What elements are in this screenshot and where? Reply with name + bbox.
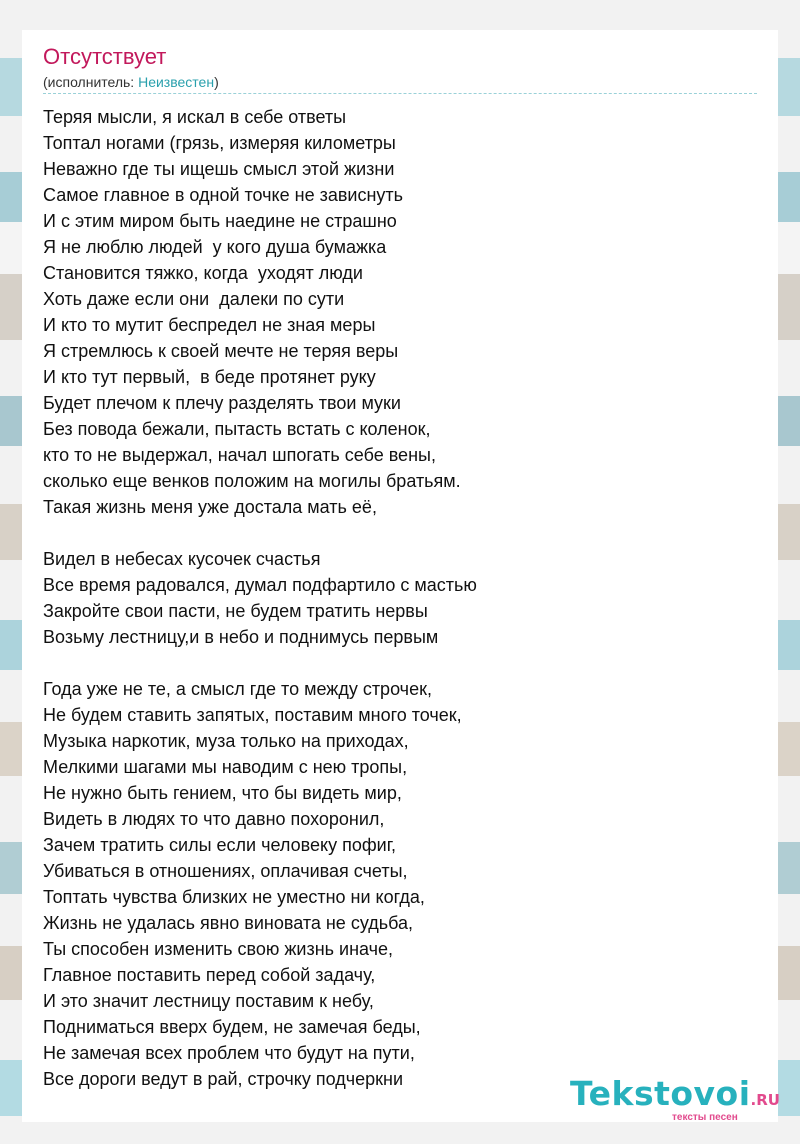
lyric-line: Видеть в людях то что давно похоронил, — [43, 809, 385, 829]
lyric-line: И кто то мутит беспредел не зная меры — [43, 315, 376, 335]
logo-name: Tekstovoi — [570, 1074, 751, 1113]
lyric-line: Такая жизнь меня уже достала мать её, — [43, 497, 377, 517]
artist-suffix: ) — [214, 74, 219, 90]
lyric-line: Мелкими шагами мы наводим с нею тропы, — [43, 757, 408, 777]
lyrics-card — [22, 30, 778, 1122]
lyric-line: Теряя мысли, я искал в себе ответы — [43, 107, 347, 127]
lyric-line: Все дороги ведут в рай, строчку подчеркни — [43, 1069, 403, 1089]
lyric-line: Не нужно быть гением, что бы видеть мир, — [43, 783, 402, 803]
lyric-line: Хоть даже если они далеки по сути — [43, 289, 345, 309]
logo-tld: .RU — [750, 1091, 780, 1109]
lyric-line: И это значит лестницу поставим к небу, — [43, 991, 374, 1011]
lyric-line: Я не люблю людей у кого душа бумажка — [43, 237, 387, 257]
lyric-line: Я стремлюсь к своей мечте не теряя веры — [43, 341, 399, 361]
lyric-line: Подниматься вверх будем, не замечая беды, — [43, 1017, 421, 1037]
logo-tagline: тексты песен — [672, 1112, 738, 1123]
lyric-line: И с этим миром быть наедине не страшно — [43, 211, 397, 231]
header-divider — [43, 93, 757, 94]
lyric-line: Закройте свои пасти, не будем тратить нервы — [43, 601, 428, 621]
lyric-line: Видел в небесах кусочек счастья — [43, 549, 321, 569]
lyric-line: Топтал ногами (грязь, измеряя километры — [43, 133, 396, 153]
lyric-line: Будет плечом к плечу разделять твои муки — [43, 393, 401, 413]
lyric-line: Все время радовался, думал подфартило с мастью — [43, 575, 477, 595]
lyrics-text — [43, 104, 763, 1092]
lyric-line: Музыка наркотик, муза только на приходах, — [43, 731, 409, 751]
song-title: Отсутствует — [43, 44, 167, 69]
lyric-line: Не замечая всех проблем что будут на пути, — [43, 1043, 415, 1063]
lyric-line: Возьму лестницу,и в небо и поднимусь первым — [43, 627, 439, 647]
lyric-line: Года уже не те, а смысл где то между строчек, — [43, 679, 432, 699]
lyric-line: Главное поставить перед собой задачу, — [43, 965, 376, 985]
lyric-line: кто то не выдержал, начал шпогать себе вены, — [43, 445, 436, 465]
stanza-break — [43, 520, 763, 546]
lyric-line: Ты способен изменить свою жизнь иначе, — [43, 939, 394, 959]
lyric-line: Становится тяжко, когда уходят люди — [43, 263, 363, 283]
artist-line — [43, 73, 219, 91]
lyric-line: Убиваться в отношениях, оплачивая счеты, — [43, 861, 408, 881]
lyric-line: Зачем тратить силы если человеку пофиг, — [43, 835, 397, 855]
stanza-break — [43, 650, 763, 676]
artist-link[interactable]: Неизвестен — [138, 74, 215, 90]
lyric-line: Жизнь не удалась явно виновата не судьба, — [43, 913, 414, 933]
artist-prefix: (исполнитель: — [43, 74, 139, 90]
lyric-line: сколько еще венков положим на могилы братьям. — [43, 471, 461, 491]
lyric-line: И кто тут первый, в беде протянет руку — [43, 367, 376, 387]
lyric-line: Топтать чувства близких не уместно ни когда, — [43, 887, 425, 907]
lyric-line: Не будем ставить запятых, поставим много точек, — [43, 705, 462, 725]
lyric-line: Без повода бежали, пытасть встать с коленок, — [43, 419, 431, 439]
lyric-line: Неважно где ты ищешь смысл этой жизни — [43, 159, 395, 179]
lyric-line: Самое главное в одной точке не зависнуть — [43, 185, 404, 205]
